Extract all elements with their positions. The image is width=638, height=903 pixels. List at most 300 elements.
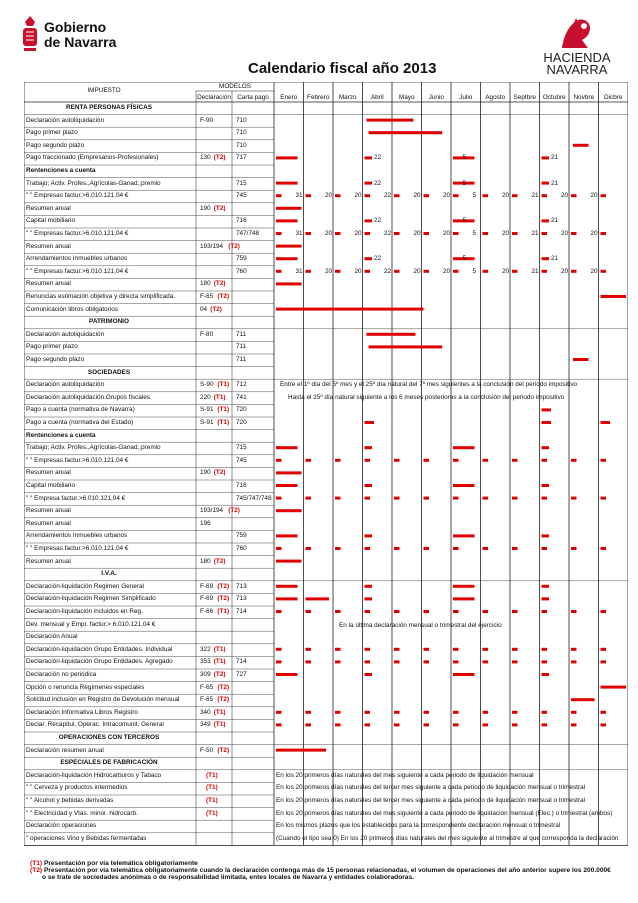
monthly-bar bbox=[394, 648, 400, 651]
monthly-bar bbox=[424, 711, 430, 714]
day-label: 31 bbox=[295, 267, 303, 275]
monthly-bar bbox=[306, 194, 312, 197]
telematic-tag: (T2) bbox=[217, 293, 230, 300]
renta-second-payment-bar bbox=[573, 144, 589, 147]
sociedades-note-2: Hasta el 25º día natural siguiente a los 6 meses posteriores a la conclusión del periodo impositivo bbox=[288, 393, 565, 401]
day-label: 20 bbox=[590, 230, 598, 237]
monthly-bar bbox=[365, 497, 371, 500]
navarra-shield-icon bbox=[20, 14, 40, 60]
monthly-bar bbox=[276, 648, 282, 651]
monthly-bar bbox=[453, 194, 459, 197]
quarter-bar-jan bbox=[276, 446, 298, 449]
monthly-bar bbox=[424, 232, 430, 235]
tax-item-label: Arrendamientos Inmuebles urbanos bbox=[26, 532, 128, 540]
day-label: 22 bbox=[374, 154, 382, 162]
carta-pago-model: 712 bbox=[236, 381, 247, 389]
day-label: 5 bbox=[462, 154, 467, 162]
monthly-bar bbox=[306, 648, 312, 651]
tax-item-label: Renuncias estimación objetiva y directa simplificada. bbox=[26, 293, 176, 300]
tax-item-label: Pago segundo plazo bbox=[26, 356, 85, 363]
month-header-dicbre: Dicbre bbox=[604, 94, 623, 101]
monthly-bar bbox=[601, 723, 607, 726]
month-header-julio: Julio bbox=[459, 94, 473, 101]
telematic-tag: (T1) bbox=[217, 608, 230, 615]
month-header-abril: Abril bbox=[370, 94, 384, 101]
telematic-tag: (T1) bbox=[213, 393, 226, 401]
tax-item-label: Resumen anual bbox=[26, 507, 71, 515]
declaracion-model: 353 bbox=[200, 658, 211, 666]
carta-pago-model: 760 bbox=[236, 267, 247, 275]
day-label: 20 bbox=[413, 192, 421, 200]
monthly-bar bbox=[512, 270, 518, 273]
quarter-bar-oct bbox=[542, 597, 550, 600]
monthly-bar bbox=[542, 660, 548, 663]
monthly-bar bbox=[601, 459, 607, 462]
day-label: 21 bbox=[531, 230, 539, 237]
monthly-bar bbox=[601, 711, 607, 714]
day-label: 20 bbox=[590, 267, 598, 275]
monthly-bar bbox=[335, 459, 341, 462]
day-label: 5 bbox=[462, 179, 467, 187]
month-header-agosto: Agosto bbox=[485, 94, 506, 101]
annual-summary-bar bbox=[276, 282, 302, 285]
tax-item-label: Trabajo; Activ. Profes.,Agrícolas-Ganad.;premio bbox=[26, 444, 161, 452]
telematic-tag: (T1) bbox=[217, 419, 230, 426]
tax-item-label: Pago primer plazo bbox=[26, 129, 78, 137]
modelos-header: MODELOS bbox=[219, 83, 251, 90]
monthly-bar bbox=[394, 660, 400, 663]
declaracion-model: 196 bbox=[200, 519, 211, 527]
declaracion-model: F-69 bbox=[200, 595, 214, 603]
month-header-febrero: Febrero bbox=[307, 94, 330, 101]
declaracion-model: 130 bbox=[200, 154, 211, 162]
monthly-bar bbox=[276, 232, 282, 235]
monthly-bar bbox=[571, 660, 577, 663]
patrimonio-second-bar bbox=[573, 358, 589, 361]
monthly-bar bbox=[365, 711, 371, 714]
tax-item-label: " " Empresas factur.>6.010.121,04 € bbox=[26, 230, 129, 237]
monthly-bar bbox=[601, 648, 607, 651]
legend-t2-text: Presentación por vía telemática obligatoriamente cuando la declaración contenga más de 15 personas relacionadas, el volumen de operaciones del año anterior supere los 200.000€ bbox=[43, 867, 611, 874]
carta-pago-model: 745/747/748 bbox=[236, 494, 272, 502]
monthly-bar bbox=[365, 194, 371, 197]
section-heading: I.V.A. bbox=[101, 570, 117, 578]
monthly-bar bbox=[276, 711, 282, 714]
telematic-tag: (T1) bbox=[206, 797, 218, 804]
monthly-bar bbox=[483, 194, 489, 197]
monthly-bar bbox=[276, 610, 282, 613]
telematic-tag: (T1) bbox=[206, 771, 218, 779]
quarter-bar-oct bbox=[542, 585, 550, 588]
carta-pago-model: 710 bbox=[236, 129, 247, 137]
day-label: 31 bbox=[295, 230, 303, 237]
tax-item-label: Declaración autoliquidación bbox=[26, 330, 105, 338]
quarter-bar-oct bbox=[542, 484, 550, 487]
tax-item-label: Declaración autoliquidación bbox=[26, 116, 105, 124]
monthly-bar bbox=[571, 711, 577, 714]
gov-line1: Gobierno bbox=[44, 19, 107, 35]
tax-item-label: Capital mobiliario bbox=[26, 217, 76, 225]
quarter-bar-jan bbox=[276, 534, 298, 537]
monthly-bar bbox=[483, 270, 489, 273]
monthly-bar bbox=[335, 660, 341, 663]
monthly-bar bbox=[365, 547, 371, 550]
declaracion-model: 193/194 bbox=[200, 507, 224, 515]
quarter-bar-apr bbox=[365, 156, 373, 159]
monthly-bar bbox=[483, 610, 489, 613]
section-heading: RENTA PERSONAS FÍSICAS bbox=[66, 104, 152, 111]
operaciones-terceros-bar bbox=[276, 749, 326, 752]
monthly-bar bbox=[483, 711, 489, 714]
monthly-bar bbox=[453, 232, 459, 235]
telematic-tag: (T2) bbox=[213, 557, 226, 565]
day-label: 20 bbox=[502, 230, 510, 237]
monthly-bar bbox=[542, 497, 548, 500]
quarter-bar-apr bbox=[365, 182, 373, 185]
monthly-bar bbox=[365, 723, 371, 726]
monthly-bar bbox=[306, 232, 312, 235]
monthly-bar bbox=[542, 547, 548, 550]
day-label: 20 bbox=[502, 267, 510, 275]
monthly-bar bbox=[335, 610, 341, 613]
tax-item-label: Pago segundo plazo bbox=[26, 141, 85, 149]
monthly-bar bbox=[365, 232, 371, 235]
monthly-bar bbox=[512, 711, 518, 714]
declaracion-model: 04 bbox=[200, 305, 208, 313]
day-label: 21 bbox=[531, 267, 539, 275]
quarter-bar-jul bbox=[453, 534, 475, 537]
monthly-bar bbox=[453, 610, 459, 613]
annual-summary-bar bbox=[276, 509, 302, 512]
quarter-bar-oct bbox=[542, 182, 550, 185]
day-label: 20 bbox=[413, 230, 421, 237]
tax-item-label: " " Empresas factur.>6.010.121,04 € bbox=[26, 545, 129, 552]
ief-note-3: En los 20 primeros días naturales del tercer mes siguiente a cada periodo de liquidación mensual o trimestral bbox=[276, 797, 586, 804]
legend-t2-tag: (T2) bbox=[30, 867, 43, 874]
monthly-bar bbox=[424, 497, 430, 500]
monthly-bar bbox=[276, 497, 282, 500]
ief-note-2: En los 20 primeros días naturales del tercer mes siguiente a cada periodo de liquidación mensual o trimestral bbox=[276, 784, 586, 792]
declaracion-model: 220 bbox=[200, 393, 211, 401]
carta-pago-model: 711 bbox=[236, 330, 247, 338]
month-header-enero: Enero bbox=[280, 94, 298, 101]
monthly-bar bbox=[512, 497, 518, 500]
monthly-bar bbox=[335, 711, 341, 714]
carta-pago-model: 713 bbox=[236, 582, 247, 590]
telematic-tag: (T1) bbox=[217, 381, 230, 389]
quarter-bar-jan bbox=[276, 182, 298, 185]
tax-item-label: Declaración-liquidación Regimen General bbox=[26, 582, 144, 590]
calendar-table bbox=[24, 82, 628, 852]
monthly-bar bbox=[542, 723, 548, 726]
carta-pago-model: 720 bbox=[236, 419, 247, 426]
telematic-tag: (T1) bbox=[213, 645, 226, 653]
tax-item-label: " " Empresas factur.>6.010.121,04 € bbox=[26, 267, 129, 275]
monthly-bar bbox=[394, 497, 400, 500]
libros-bar bbox=[276, 308, 424, 311]
tax-item-label: " " Empresas factur.>6.010.121,04 € bbox=[26, 456, 129, 464]
telematic-tag: (T2) bbox=[213, 469, 226, 477]
month-header-octubre: Octubre bbox=[542, 94, 566, 101]
tax-item-label: Resumen anual bbox=[26, 557, 71, 565]
tax-item-label: Declaración Anual bbox=[26, 633, 78, 641]
day-label: 22 bbox=[374, 255, 382, 263]
renta-declaration-bar bbox=[367, 119, 414, 122]
carta-pago-model: 741 bbox=[236, 393, 247, 401]
telematic-tag: (T1) bbox=[213, 708, 226, 716]
monthly-bar bbox=[394, 711, 400, 714]
monthly-bar bbox=[542, 194, 548, 197]
monthly-bar bbox=[335, 648, 341, 651]
monthly-bar bbox=[453, 711, 459, 714]
monthly-bar bbox=[512, 648, 518, 651]
carta-pago-model: 714 bbox=[236, 608, 247, 615]
monthly-bar bbox=[306, 660, 312, 663]
day-label: 20 bbox=[354, 267, 362, 275]
declaracion-model: F-65 bbox=[200, 696, 214, 704]
day-label: 20 bbox=[561, 192, 569, 200]
day-label: 5 bbox=[462, 217, 467, 225]
tax-item-label: Pago a cuenta (normativa de Navarra) bbox=[26, 406, 135, 414]
declaracion-model: F-90 bbox=[200, 116, 214, 124]
monthly-bar bbox=[483, 547, 489, 550]
carta-pago-model: 760 bbox=[236, 545, 247, 552]
day-label: 20 bbox=[354, 230, 362, 237]
tax-item-label: Declaración-liquidación Regimen Simplificado bbox=[26, 595, 156, 603]
monthly-bar bbox=[424, 660, 430, 663]
monthly-bar bbox=[276, 723, 282, 726]
telematic-tag: (T2) bbox=[228, 242, 240, 250]
tax-item-label: Declaración autoliquidación.Grupos fiscales. bbox=[26, 393, 152, 401]
quarter-bar-apr bbox=[365, 673, 373, 676]
quarter-bar-oct bbox=[542, 156, 550, 159]
declaracion-model: 349 bbox=[200, 721, 211, 729]
ief-note-5: En los mismos plazos que los establecidos para la correspondiente declaración mensual o trimestral bbox=[276, 822, 561, 830]
declaracion-model: F-66 bbox=[200, 608, 214, 615]
monthly-bar bbox=[601, 497, 607, 500]
page-title: Calendario fiscal año 2013 bbox=[248, 60, 437, 77]
gov-line2: de Navarra bbox=[44, 34, 117, 50]
quarter-bar-apr bbox=[365, 219, 373, 222]
monthly-bar bbox=[571, 610, 577, 613]
monthly-bar bbox=[365, 660, 371, 663]
telematic-tag: (T2) bbox=[228, 507, 240, 515]
day-label: 5 bbox=[472, 230, 477, 237]
simplificado-bar bbox=[306, 597, 330, 600]
annual-summary-bar bbox=[276, 245, 302, 248]
monthly-bar bbox=[424, 610, 430, 613]
telematic-tag: (T2) bbox=[217, 683, 230, 691]
tax-item-label: Declar. Recapitul. Operac. Intracomunit. General bbox=[26, 721, 164, 729]
monthly-bar bbox=[453, 660, 459, 663]
quarter-bar-jul bbox=[453, 673, 475, 676]
hacienda-emblem-icon bbox=[532, 14, 622, 50]
monthly-bar bbox=[394, 547, 400, 550]
carta-pago-model: 715 bbox=[236, 179, 247, 187]
monthly-bar bbox=[601, 194, 607, 197]
declaracion-header: Declaración bbox=[197, 94, 231, 101]
quarter-bar-oct bbox=[542, 446, 550, 449]
declaracion-model: S-91 bbox=[200, 419, 214, 426]
quarter-bar-jan bbox=[276, 597, 298, 600]
monthly-bar bbox=[453, 497, 459, 500]
tax-item-label: Resumen anual bbox=[26, 242, 71, 250]
day-label: 20 bbox=[561, 267, 569, 275]
section-heading: ESPECIALES DE FABRICACIÓN bbox=[60, 759, 158, 767]
tax-item-label: " " Electricidad y Vtas. minor. hidrocarb. bbox=[26, 809, 138, 817]
telematic-tag: (T2) bbox=[217, 746, 230, 754]
carta-pago-model: 747/748 bbox=[236, 230, 260, 237]
tax-item-label: Declaración-liquidación Grupo Entidades. Individual bbox=[26, 645, 173, 653]
tax-item-label: " " Cerveza y productos intermedios bbox=[26, 784, 128, 792]
section-heading: OPERACIONES CON TERCEROS bbox=[58, 734, 160, 741]
legend-t2-text2: o se trate de sociedades anónimas o de responsabilidad limitada, entes locales de Navarra y entidades colaboradoras. bbox=[42, 874, 414, 881]
telematic-tag: (T1) bbox=[213, 658, 226, 666]
monthly-bar bbox=[571, 648, 577, 651]
monthly-bar bbox=[453, 648, 459, 651]
quarter-bar-jan bbox=[276, 585, 298, 588]
carta-pago-model: 711 bbox=[236, 356, 247, 363]
legend bbox=[30, 860, 630, 881]
monthly-bar bbox=[394, 610, 400, 613]
quarter-bar-jan bbox=[276, 219, 298, 222]
monthly-bar bbox=[512, 194, 518, 197]
annual-summary-bar bbox=[276, 471, 302, 474]
tax-item-label: Resumen anual bbox=[26, 469, 71, 477]
declaracion-model: F-69 bbox=[200, 582, 214, 590]
declaracion-model: 190 bbox=[200, 204, 211, 212]
monthly-bar bbox=[365, 459, 371, 462]
carta-pago-model: 727 bbox=[236, 671, 247, 678]
telematic-tag: (T2) bbox=[213, 204, 226, 212]
quarter-bar-apr bbox=[365, 257, 373, 260]
monthly-bar bbox=[335, 723, 341, 726]
quarter-bar-jan bbox=[276, 156, 298, 159]
tax-item-label: Declaración-liquidación incluidos en Reg. bbox=[26, 608, 143, 615]
iva-annual-note: En la última declaración mensual o trimestral del ejercicio bbox=[339, 621, 502, 629]
monthly-bar bbox=[276, 270, 282, 273]
telematic-tag: (T2) bbox=[217, 582, 230, 590]
monthly-bar bbox=[512, 459, 518, 462]
monthly-bar bbox=[571, 194, 577, 197]
monthly-bar bbox=[276, 660, 282, 663]
monthly-bar bbox=[306, 723, 312, 726]
monthly-bar bbox=[512, 610, 518, 613]
monthly-bar bbox=[365, 610, 371, 613]
quarter-bar-apr bbox=[365, 484, 373, 487]
ief-note-1: En los 20 primeros días naturales del mes siguiente a cada periodo de liquidación mensual bbox=[276, 771, 534, 779]
tax-item-label: Comunicación libros obligatorios bbox=[26, 305, 118, 313]
monthly-bar bbox=[306, 711, 312, 714]
day-label: 31 bbox=[295, 192, 303, 200]
telematic-tag: (T1) bbox=[206, 784, 218, 792]
day-label: 20 bbox=[354, 192, 362, 200]
patrimonio-decl-bar bbox=[367, 333, 416, 336]
monthly-bar bbox=[394, 194, 400, 197]
declaracion-model: 193/194 bbox=[200, 242, 224, 250]
monthly-bar bbox=[512, 660, 518, 663]
ief-note-4: En los 20 primeros días naturales del mes siguiente a cada periodo de liquidación mensual (Elec.) o trimestral (ambos) bbox=[276, 809, 613, 817]
carta-pago-model: 720 bbox=[236, 406, 247, 414]
month-header-novbre: Novbre bbox=[573, 94, 595, 101]
telematic-tag: (T1) bbox=[217, 406, 230, 414]
tax-item-label: " operaciones Vino y Bebidas fermentadas bbox=[26, 834, 147, 842]
telematic-tag: (T2) bbox=[213, 280, 226, 288]
pago-cuenta-estado-bar-apr bbox=[365, 421, 375, 424]
quarter-bar-apr bbox=[365, 446, 373, 449]
monthly-bar bbox=[483, 232, 489, 235]
telematic-tag: (T2) bbox=[217, 696, 230, 704]
tax-item-label: Trabajo; Activ. Profes.,Agrícolas-Ganad.;premio bbox=[26, 179, 161, 187]
carta-pago-model: 716 bbox=[236, 482, 247, 489]
day-label: 20 bbox=[413, 267, 421, 275]
monthly-bar bbox=[483, 459, 489, 462]
declaracion-model: F-80 bbox=[200, 330, 214, 338]
monthly-bar bbox=[542, 270, 548, 273]
monthly-bar bbox=[394, 723, 400, 726]
carta-pago-model: 710 bbox=[236, 141, 247, 149]
day-label: 20 bbox=[443, 267, 451, 275]
day-label: 20 bbox=[443, 230, 451, 237]
quarter-bar-oct bbox=[542, 257, 550, 260]
month-header-marzo: Marzo bbox=[338, 94, 357, 101]
monthly-bar bbox=[601, 610, 607, 613]
quarter-bar-oct bbox=[542, 534, 550, 537]
carta-pago-model: 745 bbox=[236, 192, 247, 200]
tax-item-label: " " Empresa factur.>6.010.121,04 € bbox=[26, 494, 126, 502]
monthly-bar bbox=[571, 547, 577, 550]
renuncias-bar bbox=[601, 295, 627, 298]
monthly-bar bbox=[306, 459, 312, 462]
monthly-bar bbox=[335, 547, 341, 550]
hacienda-line2: NAVARRA bbox=[546, 62, 608, 77]
monthly-bar bbox=[571, 723, 577, 726]
monthly-bar bbox=[542, 459, 548, 462]
tax-item-label: Resumen anual bbox=[26, 204, 71, 212]
declaracion-model: 309 bbox=[200, 671, 211, 678]
carta-pago-model: 711 bbox=[236, 343, 247, 351]
registro-devolucion-bar bbox=[571, 698, 595, 701]
hacienda-navarra-logo bbox=[532, 14, 622, 76]
day-label: 20 bbox=[325, 267, 333, 275]
monthly-bar bbox=[424, 547, 430, 550]
monthly-bar bbox=[542, 711, 548, 714]
day-label: 20 bbox=[325, 192, 333, 200]
tax-item-label: Declaración autoliquidación bbox=[26, 381, 105, 389]
day-label: 22 bbox=[384, 230, 392, 237]
tax-item-label: Declaración-liquidación Grupo Entidades. Agregado bbox=[26, 658, 173, 666]
declaracion-model: 322 bbox=[200, 645, 211, 653]
day-label: 20 bbox=[443, 192, 451, 200]
declaracion-model: F-50 bbox=[200, 746, 214, 754]
monthly-bar bbox=[571, 497, 577, 500]
quarter-bar-jul bbox=[453, 597, 475, 600]
legend-t1-tag: (T1) bbox=[30, 860, 43, 867]
monthly-bar bbox=[601, 232, 607, 235]
gobierno-navarra-text bbox=[44, 20, 116, 50]
legend-t1-text: Presentación por vía telemática obligatoriamente bbox=[43, 860, 198, 867]
monthly-bar bbox=[335, 497, 341, 500]
declaracion-model: F-65 bbox=[200, 683, 214, 691]
monthly-bar bbox=[335, 232, 341, 235]
tax-item-label: Resumen anual bbox=[26, 519, 71, 527]
pago-cuenta-estado-bar-dec bbox=[601, 421, 611, 424]
monthly-bar bbox=[601, 660, 607, 663]
telematic-tag: (T1) bbox=[206, 809, 218, 817]
declaracion-model: 180 bbox=[200, 557, 211, 565]
day-label: 21 bbox=[551, 179, 559, 187]
day-label: 22 bbox=[374, 217, 382, 225]
